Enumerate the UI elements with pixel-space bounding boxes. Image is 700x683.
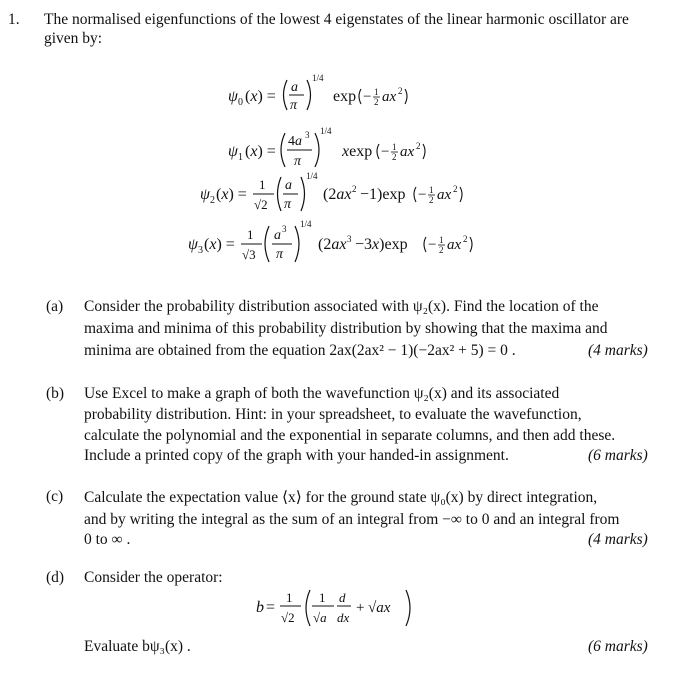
- part-a-line-3: minima are obtained from the equation 2ax(2ax² − 1)(−2ax² + 5) = 0 .: [84, 342, 516, 359]
- svg-text:ax: ax: [400, 144, 415, 160]
- svg-text:1: 1: [392, 142, 397, 152]
- svg-text:1/4: 1/4: [320, 126, 332, 136]
- svg-text:a: a: [274, 228, 281, 243]
- svg-text:2: 2: [352, 184, 357, 194]
- svg-text:2: 2: [398, 86, 403, 96]
- svg-text:ψ: ψ: [188, 236, 198, 253]
- svg-text:exp: exp: [333, 88, 357, 105]
- svg-text:ax: ax: [437, 187, 452, 203]
- part-c-line-1: Calculate the expectation value ⟨x⟩ for the ground state ψ₀(x) by direct integration,: [84, 489, 598, 506]
- svg-text:√ax: √ax: [368, 600, 391, 616]
- svg-text:3: 3: [347, 234, 352, 244]
- svg-text:(x) =: (x) =: [216, 186, 247, 203]
- svg-text:π: π: [294, 154, 302, 169]
- svg-text:(x) =: (x) =: [245, 143, 276, 160]
- svg-text:d: d: [339, 590, 346, 605]
- part-a-marks: (4 marks): [588, 342, 648, 359]
- svg-text:√2: √2: [254, 197, 268, 212]
- svg-text:2: 2: [453, 184, 458, 194]
- svg-text:ψ: ψ: [228, 88, 238, 105]
- svg-text:dx: dx: [337, 610, 350, 625]
- svg-text:(2ax: (2ax: [318, 236, 347, 253]
- svg-text:2: 2: [429, 195, 434, 205]
- part-d-evaluate: Evaluate bψ₃(x) .: [84, 638, 191, 655]
- svg-text:(x) =: (x) =: [245, 88, 276, 105]
- svg-text:−1)exp: −1)exp: [360, 186, 406, 203]
- equation-psi0: [228, 73, 407, 113]
- svg-text:(x) =: (x) =: [204, 236, 235, 253]
- intro-line-2: given by:: [44, 30, 103, 47]
- svg-text:π: π: [290, 98, 298, 113]
- part-c-label: (c): [46, 488, 64, 505]
- svg-text:a: a: [285, 178, 292, 193]
- svg-text:π: π: [284, 197, 292, 212]
- svg-text:−3x)exp: −3x)exp: [355, 236, 408, 253]
- svg-text:−: −: [418, 187, 427, 203]
- svg-text:1: 1: [286, 590, 293, 605]
- part-c-marks: (4 marks): [588, 531, 648, 548]
- eigenfunction-equations: [0, 58, 700, 278]
- svg-text:a: a: [291, 80, 298, 95]
- svg-text:(2ax: (2ax: [323, 186, 352, 203]
- svg-text:√2: √2: [281, 610, 295, 625]
- part-a-label: (a): [46, 298, 64, 315]
- svg-text:1: 1: [429, 185, 434, 195]
- svg-text:xexp: xexp: [342, 143, 373, 160]
- part-a-line-2: maxima and minima of this probability distribution by showing that the maxima and: [84, 320, 608, 337]
- svg-text:−: −: [363, 89, 372, 105]
- svg-text:=: =: [266, 599, 276, 616]
- svg-text:0: 0: [238, 97, 243, 108]
- question-number: 1.: [8, 11, 20, 28]
- svg-text:3: 3: [198, 245, 203, 256]
- svg-text:1: 1: [259, 177, 266, 192]
- svg-text:√a: √a: [313, 610, 327, 625]
- svg-text:2: 2: [392, 152, 397, 162]
- part-b-line-1: Use Excel to make a graph of both the wavefunction ψ₂(x) and its associated: [84, 385, 560, 402]
- equation-psi1: [228, 126, 425, 169]
- svg-text:1: 1: [439, 235, 444, 245]
- svg-text:−: −: [381, 144, 390, 160]
- equation-psi2: [200, 171, 462, 212]
- svg-text:π: π: [276, 247, 284, 262]
- svg-text:1: 1: [374, 87, 379, 97]
- svg-text:b: b: [256, 599, 264, 616]
- part-b-label: (b): [46, 385, 65, 402]
- part-b-marks: (6 marks): [588, 447, 648, 464]
- svg-text:−: −: [428, 237, 437, 253]
- svg-text:√3: √3: [242, 247, 256, 262]
- svg-text:2: 2: [439, 245, 444, 255]
- svg-text:3: 3: [305, 130, 310, 140]
- svg-text:ax: ax: [447, 237, 462, 253]
- svg-text:2: 2: [210, 195, 215, 206]
- part-d-label: (d): [46, 569, 65, 586]
- svg-text:2: 2: [416, 141, 421, 151]
- operator-b-equation: [250, 584, 450, 634]
- svg-text:ψ: ψ: [200, 186, 210, 203]
- svg-text:3: 3: [282, 224, 287, 234]
- svg-text:1/4: 1/4: [312, 73, 324, 83]
- svg-text:+: +: [356, 600, 365, 616]
- part-d-marks: (6 marks): [588, 638, 648, 655]
- svg-text:1: 1: [247, 227, 254, 242]
- part-d-line-1: Consider the operator:: [84, 569, 223, 586]
- part-b-line-3: calculate the polynomial and the exponential in separate columns, and then add these.: [84, 427, 616, 444]
- equation-psi3: [188, 219, 472, 262]
- svg-text:1: 1: [319, 590, 326, 605]
- svg-text:ax: ax: [382, 89, 397, 105]
- part-b-line-4: Include a printed copy of the graph with your handed-in assignment.: [84, 447, 509, 464]
- svg-text:4a: 4a: [288, 134, 302, 149]
- svg-text:2: 2: [463, 234, 468, 244]
- svg-text:1/4: 1/4: [300, 219, 312, 229]
- svg-text:ψ: ψ: [228, 143, 238, 160]
- part-a-line-1: Consider the probability distribution associated with ψ₂(x). Find the location of the: [84, 298, 599, 315]
- part-b-line-2: probability distribution. Hint: in your spreadsheet, to evaluate the wavefunction,: [84, 406, 582, 423]
- part-c-line-2: and by writing the integral as the sum of an integral from −∞ to 0 and an integral from: [84, 511, 620, 528]
- part-c-line-3: 0 to ∞ .: [84, 531, 131, 548]
- svg-text:1: 1: [238, 152, 243, 163]
- intro-line-1: The normalised eigenfunctions of the lowest 4 eigenstates of the linear harmonic oscillator are: [44, 11, 629, 28]
- svg-text:2: 2: [374, 97, 379, 107]
- svg-text:1/4: 1/4: [306, 171, 318, 181]
